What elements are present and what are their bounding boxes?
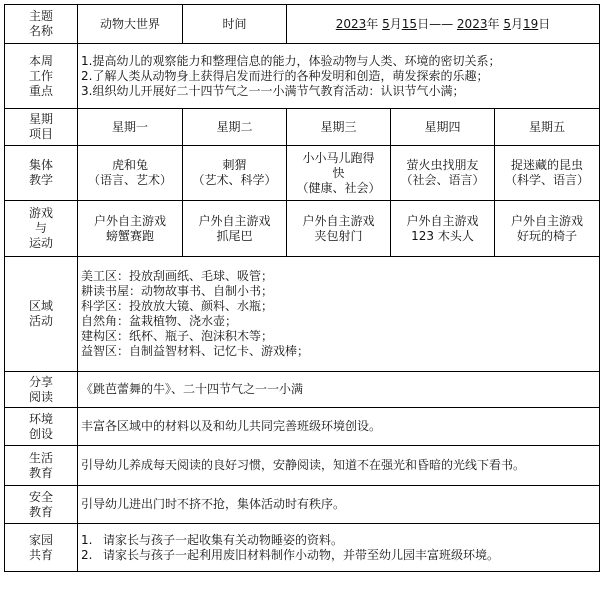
areas-items [78,257,600,372]
day-header: 星期四 [391,109,495,146]
group-teaching-cell: 刺猬 （艺术、科学） [183,146,287,201]
family-item: 2. 请家长与孩子一起利用废旧材料制作小动物，并带至幼儿园丰富班级环境。 [81,547,500,562]
group-teaching-cell: 萤火虫找朋友 （社会、语言） [391,146,495,201]
environment-label: 环境 创设 [5,408,78,446]
days-row [5,109,600,146]
focus-item: 3.组织幼儿开展好二十四节气之一一小满节气教育活动：认识节气小满； [81,83,465,98]
date-range: 2023年 5月15日—— 2023年 5月19日 [287,5,600,44]
areas-label: 区域 活动 [5,257,78,372]
games-cell: 户外自主游戏 夹包射门 [287,201,391,257]
area-item: 耕读书屋：动物故事书、自制小书； [81,284,274,298]
area-item: 科学区：投放放大镜、颜料、水瓶； [81,299,274,313]
games-label: 游戏 与 运动 [5,201,78,257]
group-teaching-row [5,146,600,201]
family-label: 家园 共育 [5,524,78,572]
games-cell: 户外自主游戏 123 木头人 [391,201,495,257]
family-items [78,524,600,572]
family-item: 1. 请家长与孩子一起收集有关动物睡姿的资料。 [81,532,344,547]
areas-row [5,257,600,372]
area-item: 建构区：纸杯、瓶子、泡沫积木等； [81,329,274,343]
reading-text: 《跳芭蕾舞的牛》、二十四节气之一一小满 [78,372,600,408]
family-row [5,524,600,572]
environment-row [5,408,600,446]
reading-label: 分享 阅读 [5,372,78,408]
games-cell: 户外自主游戏 螃蟹赛跑 [78,201,183,257]
day-header: 星期二 [183,109,287,146]
focus-label: 本周 工作 重点 [5,44,78,109]
focus-row [5,44,600,109]
weekly-plan-table [4,4,600,572]
safety-row [5,486,600,524]
group-teaching-cell: 虎和兔 （语言、艺术） [78,146,183,201]
games-row [5,201,600,257]
area-item: 美工区：投放刮画纸、毛球、吸管； [81,269,274,283]
day-header: 星期三 [287,109,391,146]
group-teaching-cell: 小小马儿跑得 快 （健康、社会） [287,146,391,201]
focus-item: 1.提高幼儿的观察能力和整理信息的能力，体验动物与人类、环境的密切关系； [81,53,501,68]
reading-row [5,372,600,408]
games-cell: 户外自主游戏 抓尾巴 [183,201,287,257]
day-header: 星期五 [495,109,600,146]
header-row [5,5,600,44]
days-label: 星期 项目 [5,109,78,146]
theme-label: 主题 名称 [5,5,78,44]
theme-name: 动物大世界 [78,5,183,44]
time-label: 时间 [183,5,287,44]
group-teaching-cell: 捉迷藏的昆虫 （科学、语言） [495,146,600,201]
life-row [5,446,600,486]
area-item: 益智区：自制益智材料、记忆卡、游戏棒； [81,344,310,358]
life-label: 生活 教育 [5,446,78,486]
safety-text: 引导幼儿进出门时不挤不抢，集体活动时有秩序。 [78,486,600,524]
safety-label: 安全 教育 [5,486,78,524]
group-teaching-label: 集体 教学 [5,146,78,201]
games-cell: 户外自主游戏 好玩的椅子 [495,201,600,257]
focus-item: 2.了解人类从动物身上获得启发而进行的各种发明和创造，萌发探索的乐趣； [81,68,489,83]
day-header: 星期一 [78,109,183,146]
focus-items [78,44,600,109]
area-item: 自然角：盆栽植物、浇水壶； [81,314,238,328]
life-text: 引导幼儿养成每天阅读的良好习惯，安静阅读，知道不在强光和昏暗的光线下看书。 [78,446,600,486]
environment-text: 丰富各区域中的材料以及和幼儿共同完善班级环境创设。 [78,408,600,446]
